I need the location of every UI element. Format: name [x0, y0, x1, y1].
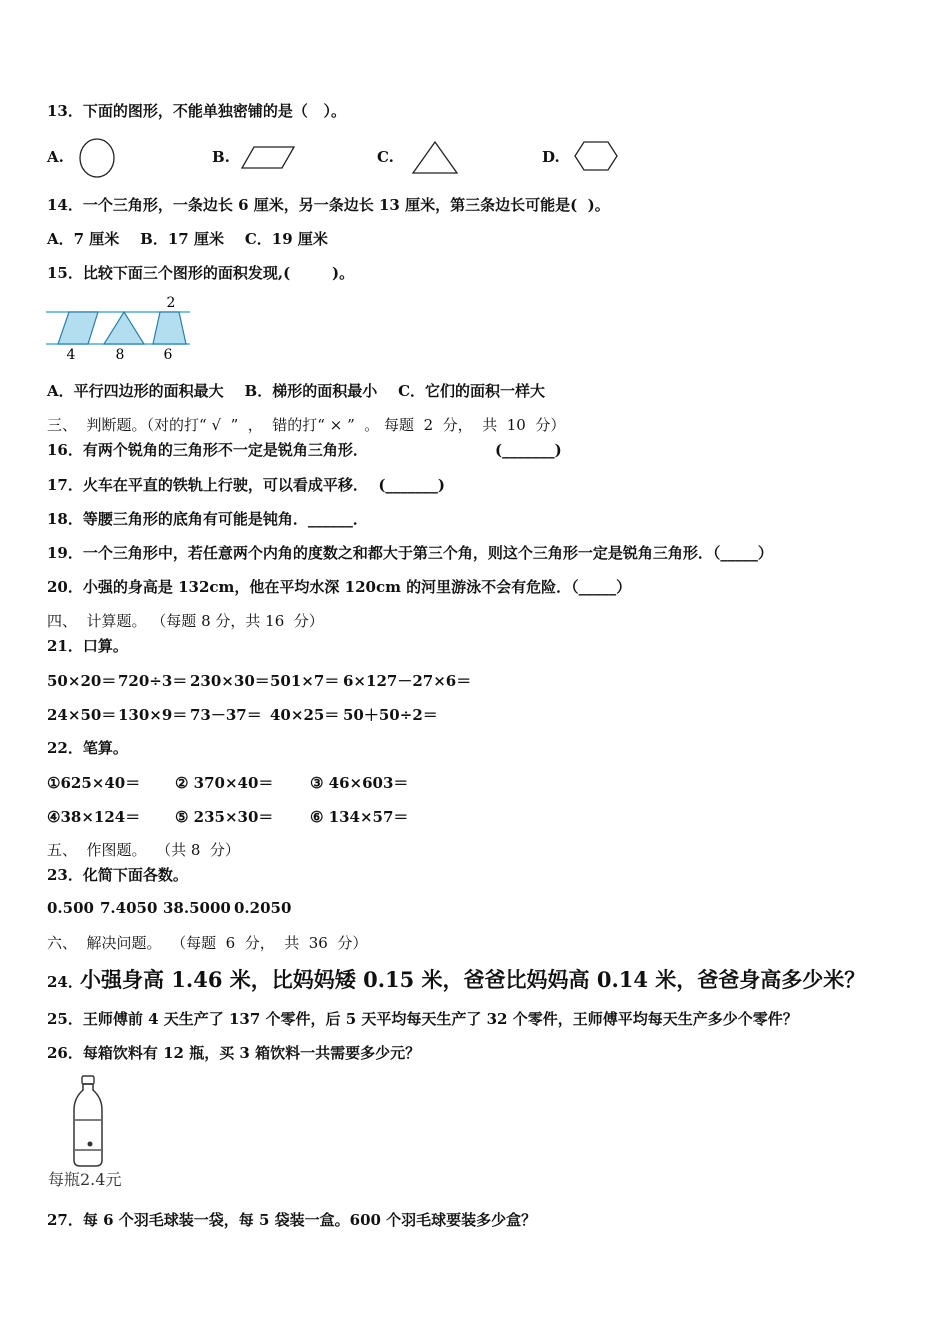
number-2: 7.4050: [100, 899, 158, 917]
circle-icon: [78, 137, 118, 179]
written-calc-5: ⑤ 235×30＝: [175, 808, 274, 826]
label-left: 4: [66, 347, 76, 362]
bottle-price-caption: 每瓶2.4元: [48, 1170, 122, 1189]
triangle-shape: [104, 312, 144, 344]
section4-heading: 四、 计算题。 （每题 8 分，共 16 分）: [47, 612, 324, 630]
written-calc-2: ② 370×40＝: [175, 774, 274, 792]
q13-option-d[interactable]: D.: [542, 148, 560, 166]
q14-options: A．7 厘米 B．17 厘米 C．19 厘米: [47, 230, 328, 248]
calc-1: 50×20＝: [47, 672, 117, 690]
q27-text: 27．每 6 个羽毛球装一袋，每 5 袋装一盒。600 个羽毛球要装多少盒？: [47, 1211, 537, 1229]
q14-text: 14．一个三角形，一条边长 6 厘米，另一条边长 13 厘米，第三条边长可能是( )。: [47, 196, 610, 214]
q24-text: 小强身高 1.46 米，比妈妈矮 0.15 米，爸爸比妈妈高 0.14 米，爸爸身高多少米？: [80, 967, 866, 992]
calc-4: 501×7＝: [270, 672, 340, 690]
calc-2: 720÷3＝: [118, 672, 188, 690]
number-1: 0.500: [47, 899, 94, 917]
q13-text: 13．下面的图形，不能单独密铺的是（ ）。: [47, 102, 347, 120]
q13-option-a[interactable]: A.: [47, 148, 64, 166]
triangle-icon: [410, 140, 460, 176]
written-calc-1: ①625×40＝: [47, 774, 141, 792]
calc-3: 230×30＝: [190, 672, 270, 690]
q18-text: 18．等腰三角形的底角有可能是钝角．______．: [47, 510, 368, 528]
q23-text: 23．化简下面各数。: [47, 866, 188, 884]
number-4: 0.2050: [234, 899, 292, 917]
q15-options: A．平行四边形的面积最大 B．梯形的面积最小 C．它们的面积一样大: [47, 382, 546, 400]
label-mid: 8: [115, 347, 125, 362]
calc-9: 40×25＝: [270, 706, 340, 724]
calc-6: 24×50＝: [47, 706, 117, 724]
q19-text: 19．一个三角形中，若任意两个内角的度数之和都大于第三个角，则这个三角形一定是锐角三角形．（_____）: [47, 544, 773, 562]
trapezoid-shape: [153, 312, 186, 344]
calc-8: 73－37＝: [190, 706, 262, 724]
label-right: 6: [163, 347, 173, 362]
written-calc-6: ⑥ 134×57＝: [310, 808, 409, 826]
written-calc-3: ③ 46×603＝: [310, 774, 409, 792]
q13-option-b[interactable]: B.: [212, 148, 230, 166]
q15-text: 15．比较下面三个图形的面积发现,( )。: [47, 264, 355, 282]
number-3: 38.5000: [163, 899, 231, 917]
calc-7: 130×9＝: [118, 706, 188, 724]
q25-text: 25．王师傅前 4 天生产了 137 个零件，后 5 天平均每天生产了 32 个零件，王师傅平均每天生产多少个零件？: [47, 1010, 798, 1028]
q26-text: 26．每箱饮料有 12 瓶，买 3 箱饮料一共需要多少元？: [47, 1044, 421, 1062]
q16-blank[interactable]: (_______): [495, 441, 562, 459]
q17-text: 17．火车在平直的铁轨上行驶，可以看成平移． (_______): [47, 476, 446, 494]
q21-text: 21．口算。: [47, 637, 128, 655]
calc-5: 6×127－27×6＝: [343, 672, 472, 690]
parallelogram-icon: [240, 145, 298, 171]
parallelogram-shape: [58, 312, 98, 344]
bottle-icon: [68, 1074, 108, 1170]
q22-text: 22．笔算。: [47, 739, 128, 757]
area-comparison-figure: [44, 292, 196, 362]
hexagon-icon: [571, 140, 621, 174]
calc-10: 50＋50÷2＝: [343, 706, 438, 724]
section3-heading: 三、 判断题。（对的打“ √ ” ， 错的打“ × ” 。 每题 2 分， 共 10 分）: [47, 416, 566, 434]
q16-text: 16．有两个锐角的三角形不一定是锐角三角形．: [47, 441, 368, 459]
section5-heading: 五、 作图题。 （共 8 分）: [47, 841, 240, 859]
section6-heading: 六、 解决问题。 （每题 6 分， 共 36 分）: [47, 934, 368, 952]
label-top: 2: [166, 295, 176, 311]
q24-number: 24．: [47, 973, 83, 991]
q20-text: 20．小强的身高是 132cm，他在平均水深 120cm 的河里游泳不会有危险．（_____）: [47, 578, 632, 596]
written-calc-4: ④38×124＝: [47, 808, 141, 826]
q13-option-c[interactable]: C.: [377, 148, 394, 166]
